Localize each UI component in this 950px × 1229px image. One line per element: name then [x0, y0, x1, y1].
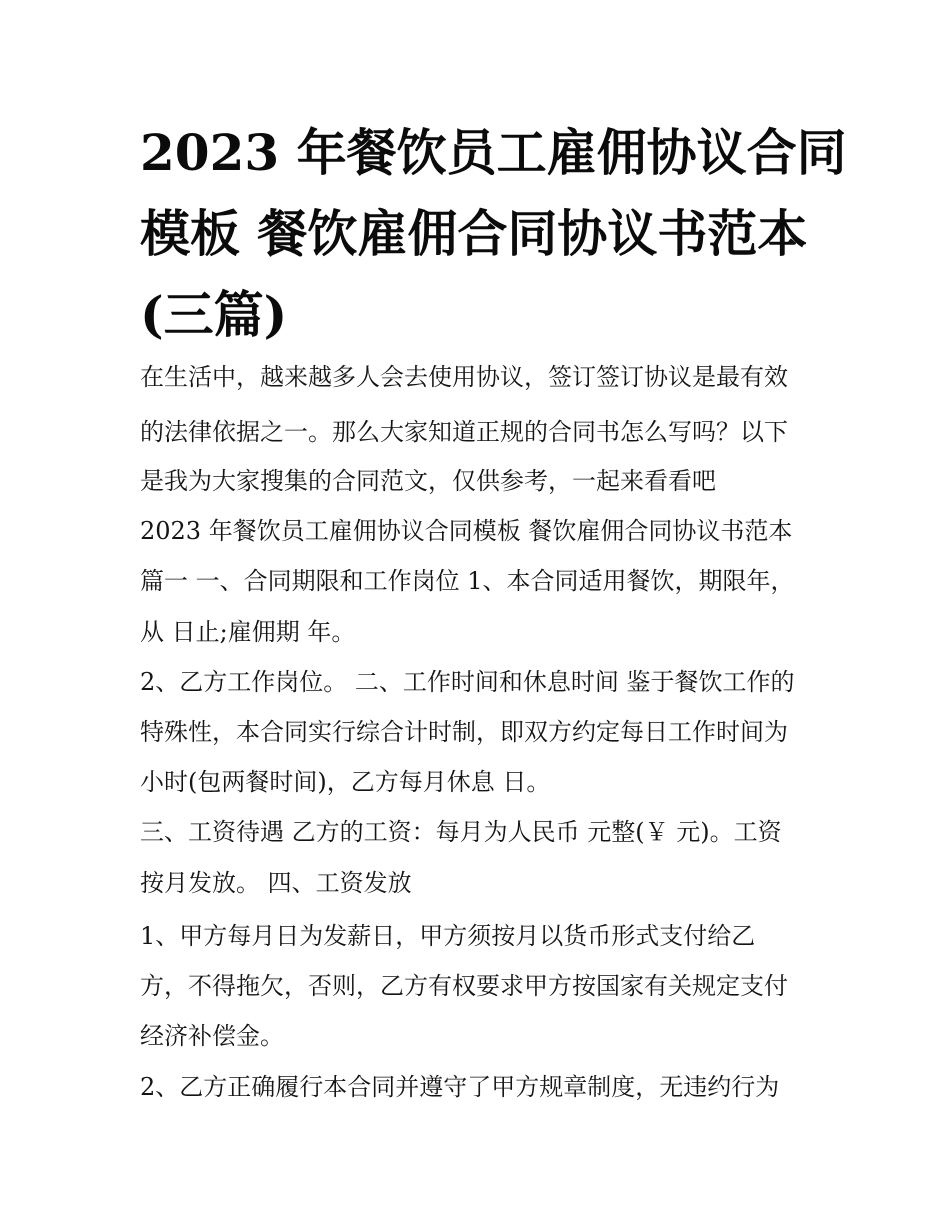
body-text-line: 在生活中，越来越多人会去使用协议，签订签订协议是最有效: [140, 363, 788, 391]
body-text-line: 2023 年餐饮员工雇佣协议合同模板 餐饮雇佣合同协议书范本: [140, 517, 793, 545]
document-title: [140, 112, 847, 355]
body-text-line: 篇一 一、合同期限和工作岗位 1、本合同适用餐饮，期限年，: [140, 567, 795, 595]
body-text-line: 2、乙方正确履行本合同并遵守了甲方规章制度，无违约行为: [140, 1073, 780, 1101]
body-text-line: 经济补偿金。: [140, 1022, 284, 1050]
body-text-line: 1、甲方每月日为发薪日，甲方须按月以货币形式支付给乙: [140, 922, 756, 950]
body-text-line: 按月发放。 四、工资发放: [140, 869, 412, 897]
body-text-line: 特殊性，本合同实行综合计时制，即双方约定每日工作时间为: [140, 718, 788, 746]
title-line: (三篇): [140, 285, 288, 344]
body-text-line: 2、乙方工作岗位。 二、工作时间和休息时间 鉴于餐饮工作的: [140, 668, 795, 696]
title-line: 模板 餐饮雇佣合同协议书范本: [140, 204, 808, 263]
body-text-line: 从 日止;雇佣期 年。: [140, 618, 356, 646]
body-text-line: 小时(包两餐时间)，乙方每月休息 日。: [140, 768, 551, 796]
body-text-line: 三、工资待遇 乙方的工资：每月为人民币 元整(￥ 元)。工资: [140, 818, 782, 846]
title-line: 2023 年餐饮员工雇佣协议合同: [140, 123, 847, 182]
body-text-line: 方，不得拖欠，否则，乙方有权要求甲方按国家有关规定支付: [140, 972, 788, 1000]
body-text-line: 的法律依据之一。那么大家知道正规的合同书怎么写吗？以下: [140, 418, 788, 446]
body-text-line: 是我为大家搜集的合同范文，仅供参考，一起来看看吧: [140, 467, 716, 495]
